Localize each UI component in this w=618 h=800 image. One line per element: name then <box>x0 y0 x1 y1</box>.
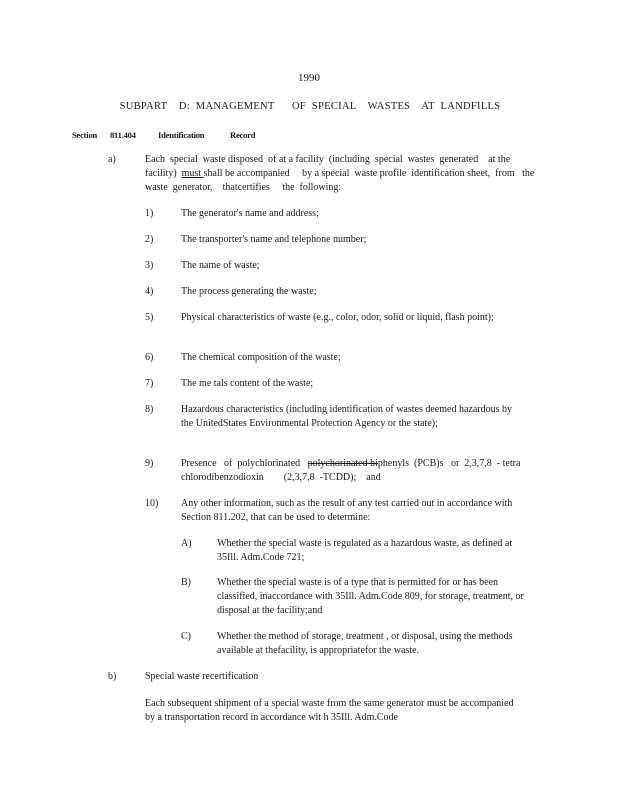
item-3-text: The name of waste; <box>181 260 260 271</box>
subitem-B-label: B) <box>181 577 191 588</box>
item-7-label: 7) <box>145 378 154 389</box>
subitem-C-label: C) <box>181 631 191 642</box>
subitem-A-label: A) <box>181 538 192 549</box>
subpart-heading: SUBPART D: MANAGEMENT OF SPECIAL WASTES AT LANDFILLS <box>119 101 501 112</box>
subitem-C-text: Whether the method of storage, treatment , or disposal, using the methods available at thefacility, is appropriatefor the waste. <box>217 631 513 656</box>
item-9-label: 9) <box>145 458 154 469</box>
item-3-label: 3) <box>145 260 154 271</box>
subitem-A-text: Whether the special waste is regulated as a hazardous waste, as defined at 35Ill. Adm.Code 721; <box>217 538 513 563</box>
item-6-label: 6) <box>145 352 154 363</box>
item-6-text: The chemical composition of the waste; <box>181 352 341 363</box>
item-8-text: Hazardous characteristics (including identification of wastes deemed hazardous by the UnitedStates Environmental Protection Agency or the state); <box>181 404 512 429</box>
subitem-B-text: Whether the special waste is of a type that is permitted for or has been classified, inaccordance with 35Ill. Adm.Code 809, for storage, treatment, or disposal at the facility;and <box>217 577 524 616</box>
paragraph-b-label: b) <box>108 671 117 682</box>
section-word: Section <box>72 130 98 140</box>
item-7-text: The me tals content of the waste; <box>181 378 314 389</box>
paragraph-b-title: Special waste recertification <box>145 671 259 682</box>
item-4-text: The process generating the waste; <box>181 286 317 297</box>
paragraph-a-text: Each special waste disposed of at a facility (including special wastes generated at the facility) must shall be accompanied by a special waste profile identification sheet, from the waste generator, thatcertifies the following: <box>145 154 540 193</box>
section-title-part1: Identification <box>158 130 205 140</box>
struck-text: polychorinated bi <box>307 458 378 469</box>
section-number: 811.404 <box>110 130 136 140</box>
item-1-text: The generator's name and address; <box>181 208 319 219</box>
struck-text: must <box>181 168 204 179</box>
item-5-text: Physical characteristics of waste (e.g., color, odor, solid or liquid, flash point); <box>181 312 494 323</box>
item-1-label: 1) <box>145 208 154 219</box>
paragraph-a-label: a) <box>108 154 116 165</box>
item-4-label: 4) <box>145 286 154 297</box>
item-8-label: 8) <box>145 404 154 415</box>
item-2-label: 2) <box>145 234 154 245</box>
paragraph-b-text: Each subsequent shipment of a special waste from the same generator must be accompanied by a transportation record in accordance wit h 35Ill. Adm.Code <box>145 698 514 723</box>
section-title-part2: Record <box>230 130 256 140</box>
item-10-label: 10) <box>145 498 159 509</box>
item-5-label: 5) <box>145 312 154 323</box>
item-9-text: Presence of polychlorinated polychorinated biphenyls (PCB)s or 2,3,7,8 - tetra chlorodibenzodioxin (2,3,7,8 -TCDD); and <box>181 458 526 483</box>
item-10-text: Any other information, such as the result of any test carried out in accordance with Section 811.202, that can be used to determine: <box>181 498 513 523</box>
item-2-text: The transporter's name and telephone number; <box>181 234 367 245</box>
page-year: 1990 <box>298 72 320 84</box>
